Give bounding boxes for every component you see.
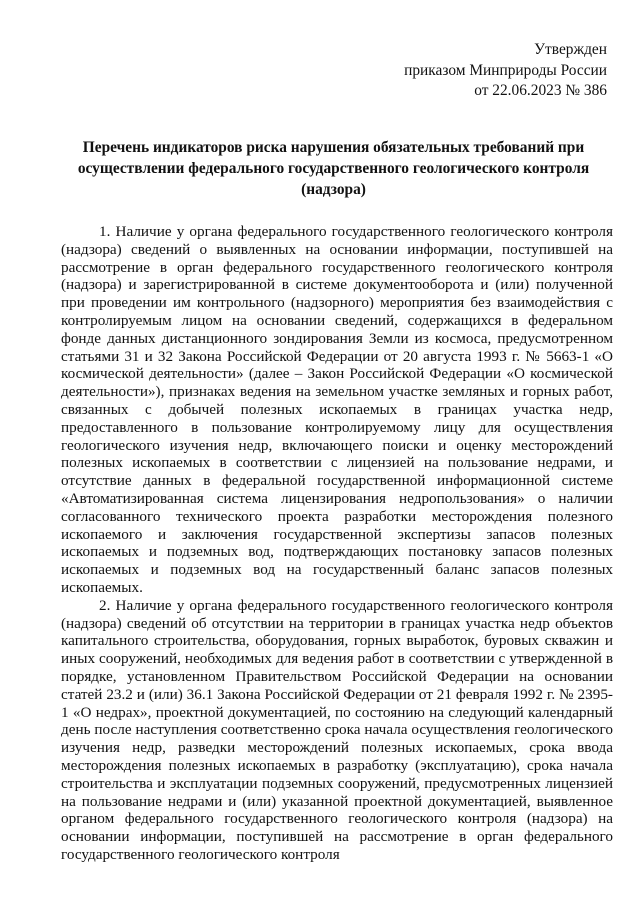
approval-line-order: приказом Минприроды России bbox=[404, 61, 607, 79]
approval-stamp bbox=[404, 40, 607, 102]
document-title: Перечень индикаторов риска нарушения обязательных требований при осуществлении федерального государственного геологического контроля (надзора) bbox=[77, 139, 590, 198]
approval-line-date-number: от 22.06.2023 № 386 bbox=[474, 82, 607, 99]
document-body bbox=[61, 223, 613, 864]
approval-line-approved: Утвержден bbox=[534, 41, 607, 58]
paragraph-2: 2. Наличие у органа федерального государственного геологического контроля (надзора) сведений об отсутствии на территории в границах участка недр объектов капитального строительства, оборудования, горных выработок, буровых скважин и иных сооружений, необходимых для ведения работ в соответствии с утвержденной в порядке, установленном Правительством Российской Федерации на основании статей 23.2 и (или) 36.1 Закона Российской Федерации от 21 февраля 1992 г. № 2395-1 «О недрах», проектной документацией, по состоянию на следующий календарный день после наступления соответственно срока начала осуществления геологического изучения недр, разведки месторождений полезных ископаемых, срока ввода месторождения полезных ископаемых в разработку (эксплуатацию), срока начала строительства и эксплуатации подземных сооружений, предусмотренных лицензией на пользование недрами и (или) указанной проектной документацией, выявленное органом федерального государственного геологического контроля (надзора) на основании информации, поступившей на рассмотрение в орган федерального государственного геологического контроля bbox=[61, 596, 613, 863]
paragraph-1: 1. Наличие у органа федерального государственного геологического контроля (надзора) сведений о выявленных на основании информации, поступившей на рассмотрение в орган федерального государственного геологического контроля (надзора) и зарегистрированной в системе документооборота и (или) полученной при проведении им контрольного (надзорного) мероприятия без взаимодействия с контролируемым лицом на основании сведений, содержащихся в федеральном фонде данных дистанционного зондирования Земли из космоса, предусмотренном статьями 31 и 32 Закона Российской Федерации от 20 августа 1993 г. № 5663-1 «О космической деятельности» (далее – Закон Российской Федерации «О космической деятельности»), признаках ведения на земельном участке земляных и горных работ, связанных с добычей полезных ископаемых в границах участка недр, предоставленного в пользование контролируемому лицу для осуществления геологического изучения недр, включающего поиски и оценку месторождений полезных ископаемых в соответствии с лицензией на пользование недрами, и отсутствие данных в федеральной государственной информационной системе «Автоматизированная система лицензирования недропользования» о наличии согласованного технического проекта разработки месторождения полезного ископаемого и заключения государственной экспертизы запасов полезных ископаемых и подземных вод, подтверждающих постановку запасов полезных ископаемых и подземных вод на государственный баланс запасов полезных ископаемых. bbox=[61, 223, 613, 596]
